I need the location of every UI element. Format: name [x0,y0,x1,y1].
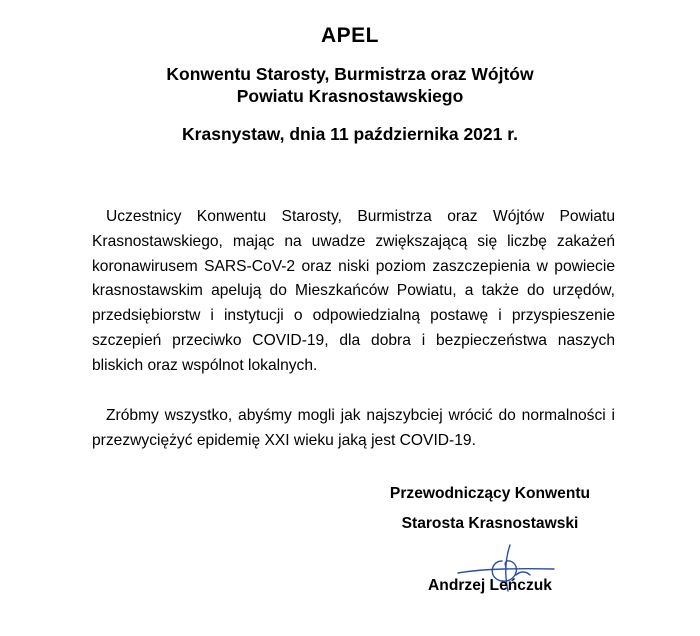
body-paragraph-2: Zróbmy wszystko, abyśmy mogli jak najszybciej wrócić do normalności i przezwyciężyć epidemię XXI wieku jaką jest COVID-19. [92,407,615,449]
body-paragraph-1: Uczestnicy Konwentu Starosty, Burmistrza oraz Wójtów Powiatu Krasnostawskiego, mając na uwadze zwiększającą się liczbę zakażeń koronawirusem SARS-CoV-2 oraz niski poziom zaszczepienia w powiecie krasnostawskim apelują do Mieszkańców Powiatu, a także do urzędów, przedsiębiorstw i instytucji o odpowiedzialną postawę i przyspieszenie szczepień przeciwko COVID-19, dla dobra i bezpieczeństwa naszych bliskich oraz wspólnot lokalnych. [92,208,615,374]
document-title: APEL [320,24,379,47]
signatory-office: Starosta Krasnostawski [401,515,579,532]
document-subtitle-line2: Powiatu Krasnostawskiego [236,86,464,106]
place-and-date: Krasnystaw, dnia 11 października 2021 r. [182,124,518,144]
signatory-title: Przewodniczący Konwentu [389,485,591,502]
document-subtitle-line1: Konwentu Starosty, Burmistrza oraz Wójtów [166,64,534,84]
signature-block [340,485,640,615]
signatory-name: Andrzej Leńczuk [428,577,552,594]
